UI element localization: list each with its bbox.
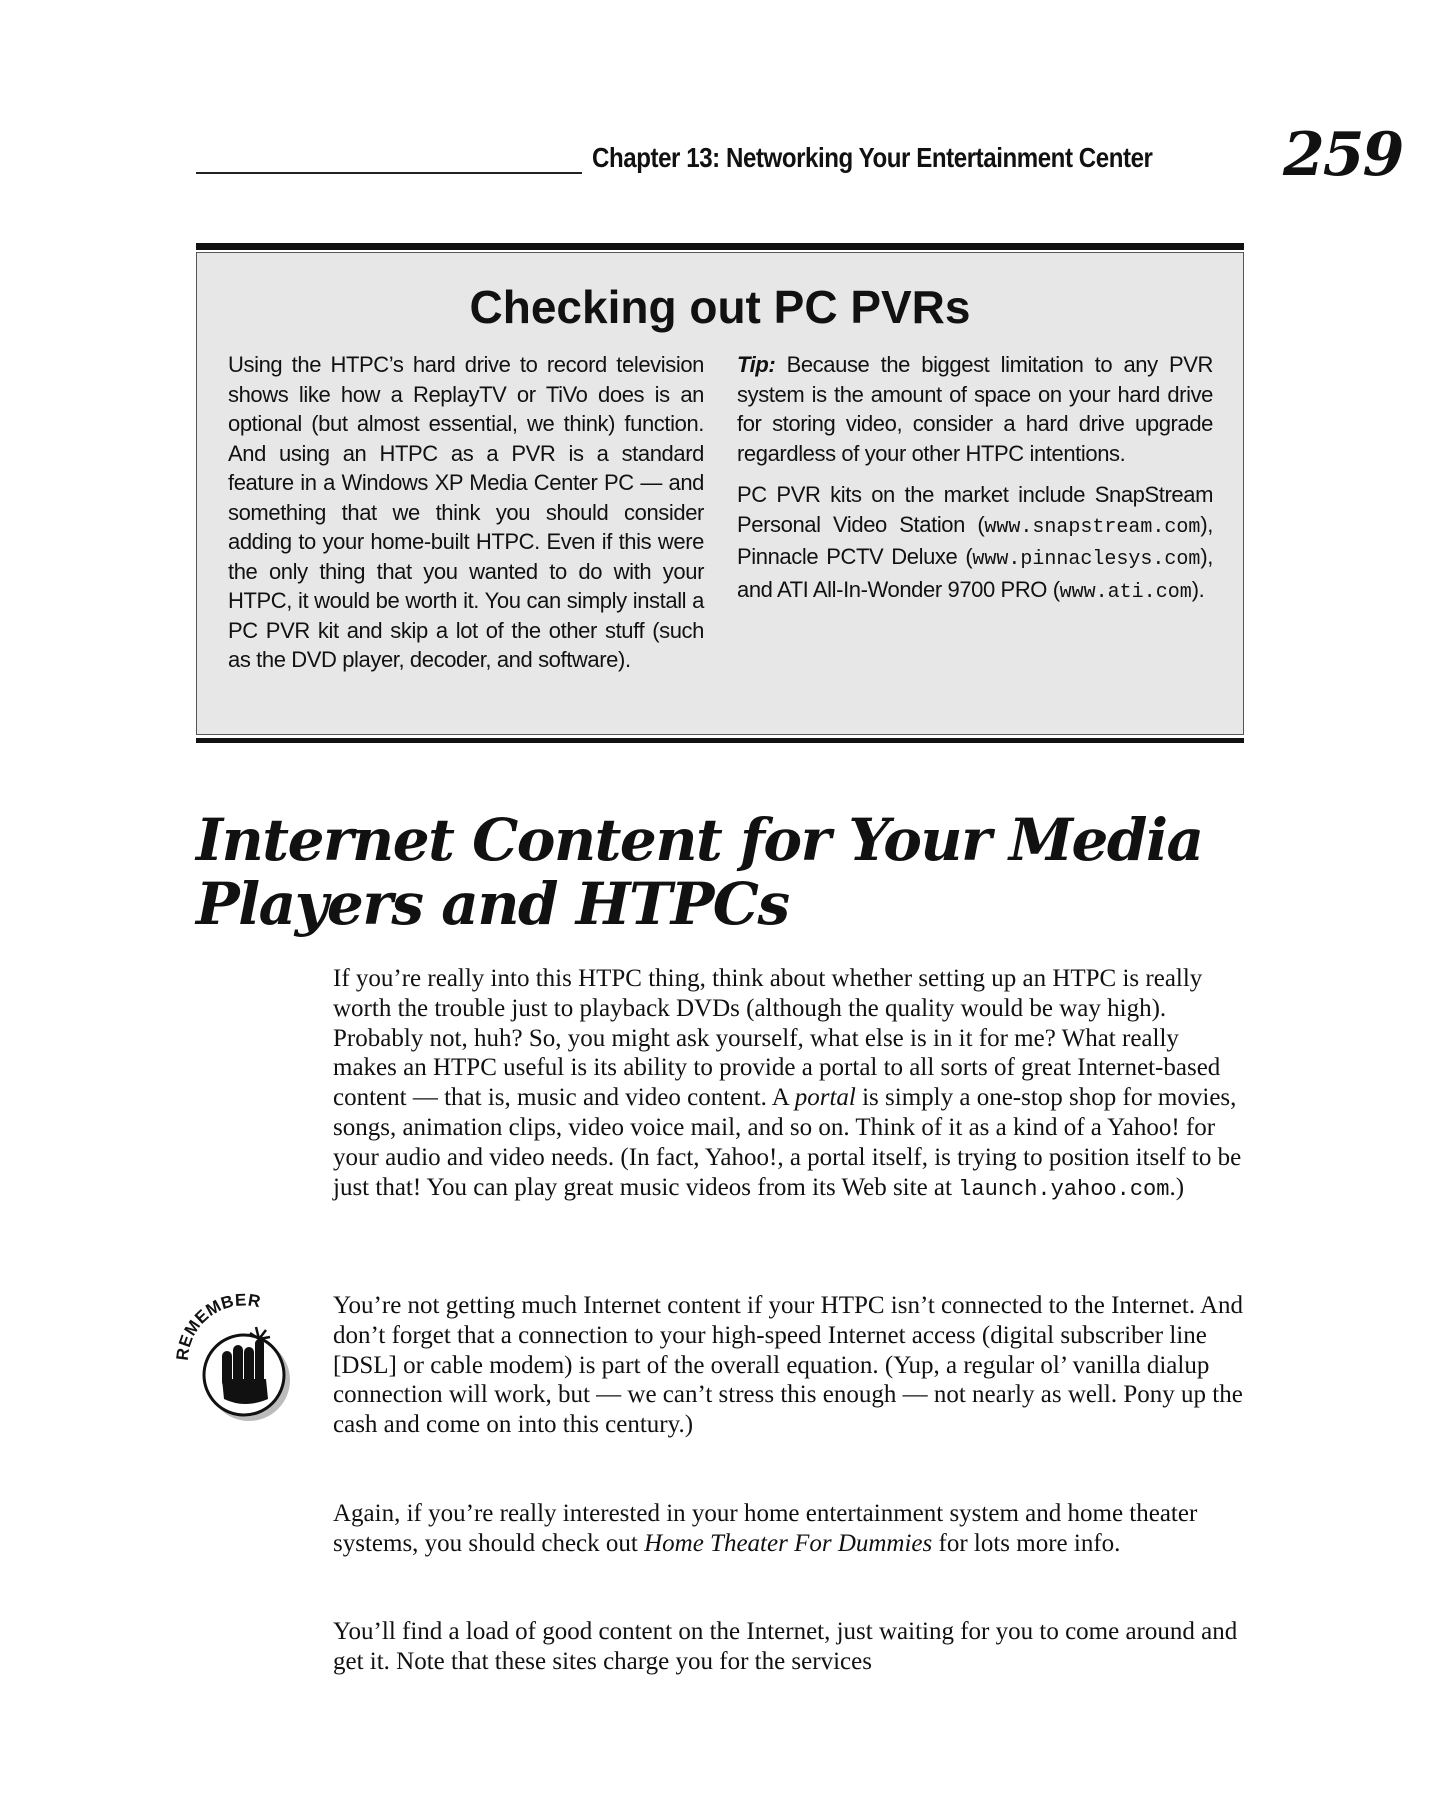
- p1-text-b: is simply a one-stop shop for movies, songs, animation clips, video voice mail, and so on. Think of it as a kind of a Yahoo! for your audio and video needs. (In fact, Yahoo!, a portal itself, is trying to position itself to be just that! You can play great music videos from its Web site at: [333, 1084, 1242, 1201]
- chapter-title: Chapter 13: Networking Your Entertainment Center: [592, 142, 1153, 173]
- sidebar-right-column: [737, 350, 1213, 619]
- sidebar-left-column: Using the HTPC’s hard drive to record television shows like how a ReplayTV or TiVo does is an optional (but almost essential, we think) function. And using an HTPC as a PVR is a standard feature in a Windows XP Media Center PC — and something that we think you should consider adding to your home-built HTPC. Even if this were the only thing that you wanted to do with your HTPC, it would be worth it. You can simply install a PC PVR kit and skip a lot of the other stuff (such as the DVD player, decoder, and software).: [228, 352, 704, 672]
- remember-icon: [170, 1287, 310, 1427]
- kits-paragraph: [737, 480, 1213, 607]
- p1-text-a: If you’re really into this HTPC thing, think about whether setting up an HTPC is really worth the trouble just to playback DVDs (although the quality would be way high). Probably not, huh? So, you might ask yourself, what else is in it for me? What really makes an HTPC useful is its ability to provide a portal to all sorts of great Internet-based content — that is, music and video content. A: [333, 965, 1221, 1112]
- header-rule: [196, 172, 582, 174]
- section-title-line1: Internet Content for Your Media: [196, 806, 1203, 874]
- kits-intro: PC PVR kits on the market include SnapStream Personal Video Station (: [737, 482, 1213, 537]
- ati-link[interactable]: www.ati.com: [1059, 580, 1192, 604]
- pinnacle-link[interactable]: www.pinnaclesys.com: [972, 548, 1201, 571]
- p1-text-c: .): [1169, 1173, 1185, 1201]
- body-paragraph-4: You’ll find a load of good content on the Internet, just waiting for you to come around and get it. Note that these sites charge you for the services: [333, 1618, 1238, 1675]
- p3-text-a: Again, if you’re really interested in your home entertainment system and home theater systems, you should check out: [333, 1500, 1198, 1557]
- kits-end: ).: [1191, 576, 1205, 602]
- snapstream-link[interactable]: www.snapstream.com: [984, 515, 1201, 539]
- body-paragraph-3: [333, 1499, 1248, 1559]
- kits-mid2: ), and ATI All-In-Wonder 9700 PRO (: [737, 544, 1213, 602]
- p1-emphasis: portal: [794, 1084, 856, 1112]
- kits-mid1: ), Pinnacle PCTV Deluxe (: [737, 511, 1213, 569]
- section-title: [196, 808, 1296, 936]
- body-paragraph-1: [333, 964, 1248, 1204]
- section-title-line2: Players and HTPCs: [196, 870, 789, 938]
- sidebar-title: Checking out PC PVRs: [469, 281, 971, 333]
- p3-book-title: Home Theater For Dummies: [644, 1529, 933, 1557]
- tip-label: Tip:: [737, 352, 776, 377]
- tip-text: Because the biggest limitation to any PVR system is the amount of space on your hard drive for storing video, consider a hard drive upgrade regardless of your other HTPC intentions.: [737, 352, 1213, 466]
- remember-hand-icon: [170, 1287, 310, 1427]
- page-number: 259: [1283, 120, 1403, 190]
- tip-paragraph: [737, 350, 1213, 468]
- p3-text-b: for lots more info.: [932, 1529, 1121, 1557]
- sidebar-bottom-rule: [196, 738, 1244, 743]
- remember-label: REMEMBER: [172, 1290, 263, 1362]
- body-paragraph-2: You’re not getting much Internet content if your HTPC isn’t connected to the Internet. And don’t forget that a connection to your high-speed Internet access (digital subscriber line [DSL] or cable modem) is part of the overall equation. (Yup, a regular ol’ vanilla dialup connection will work, but — we can’t stress this enough — not nearly as well. Pony up the cash and come on into this century.): [333, 1292, 1244, 1439]
- sidebar-top-rule: [196, 243, 1244, 250]
- launch-yahoo-link[interactable]: launch.yahoo.com: [958, 1176, 1170, 1202]
